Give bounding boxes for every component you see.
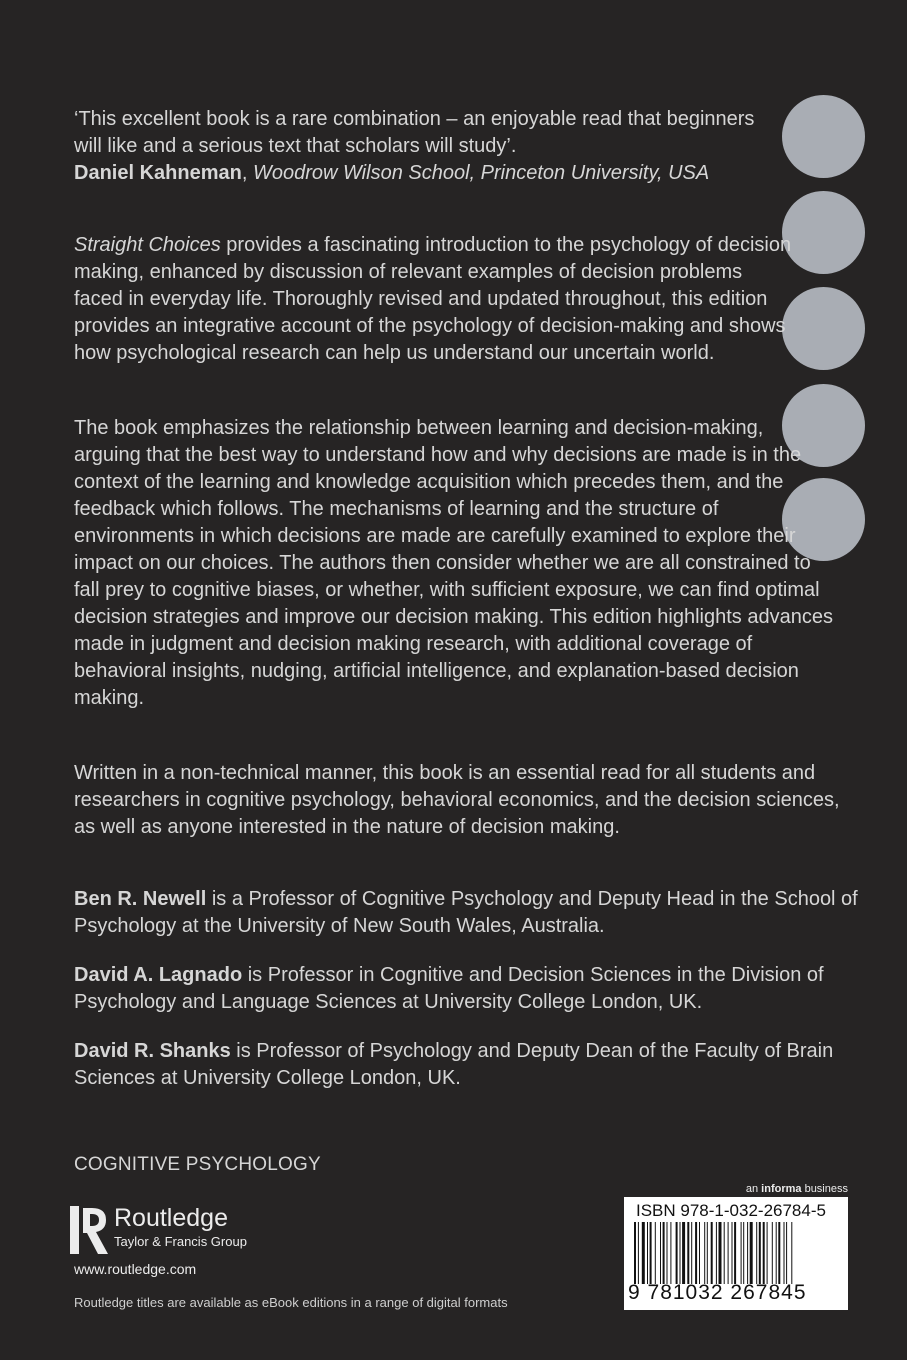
author-name: David R. Shanks	[74, 1040, 231, 1062]
description-text-1: provides a fascinating introduction to the psychology of decision making, enhanced by discussion of relevant examples of decision problems faced in everyday life. Thoroughly revised and updated throughout, this edition provides an integrative account of the psychology of decision-making and shows how psychological research can help us understand our uncertain world.	[74, 234, 792, 364]
ebook-note: Routledge titles are available as eBook editions in a range of digital formats	[74, 1295, 508, 1310]
publisher-website[interactable]: www.routledge.com	[74, 1261, 197, 1277]
quote-text: ‘This excellent book is a rare combination – an enjoyable read that beginners will like and a serious text that scholars will study’.	[74, 108, 755, 157]
author-name: Ben R. Newell	[74, 888, 207, 910]
author-bio-newell	[74, 886, 864, 940]
author-name: David A. Lagnado	[74, 964, 243, 986]
book-title: Straight Choices	[74, 234, 221, 256]
publisher-logo	[70, 1200, 270, 1260]
description-paragraph-1	[74, 232, 794, 367]
barcode-icon	[634, 1222, 838, 1284]
subject-category: COGNITIVE PSYCHOLOGY	[74, 1154, 321, 1175]
informa-prefix: an	[745, 1183, 762, 1195]
isbn-number: ISBN 978-1-032-26784-5	[636, 1201, 826, 1220]
author-bio-shanks	[74, 1038, 864, 1092]
author-bio-text: is Professor of Psychology and Deputy Dean of the Faculty of Brain Sciences at University College London, UK.	[74, 1040, 834, 1089]
decorative-circle-1	[782, 95, 865, 178]
description-paragraph-2: The book emphasizes the relationship between learning and decision-making, arguing that the best way to understand how and why decisions are made is in the context of the learning and knowledge acquisition which precedes them, and the feedback which follows. The mechanisms of learning and the structure of environments in which decisions are made are carefully examined to explore their impact on our choices. The authors then consider whether we are all constrained to fall prey to cognitive biases, or whether, with sufficient exposure, we can find optimal decision strategies and improve our decision making. This edition highlights advances made in judgment and decision making research, with additional coverage of behavioral insights, nudging, artificial intelligence, and explanation-based decision making.	[74, 417, 833, 709]
informa-business	[746, 1183, 848, 1195]
author-bio-lagnado	[74, 962, 864, 1016]
publisher-name: Routledge	[114, 1204, 228, 1232]
description-paragraph-3: Written in a non-technical manner, this book is an essential read for all students and researchers in cognitive psychology, behavioral economics, and the decision sciences, as well as anyone interested in the nature of decision making.	[74, 762, 840, 838]
informa-brand: informa	[761, 1183, 802, 1195]
quote-author: Daniel Kahneman	[74, 162, 242, 184]
routledge-r-icon	[70, 1204, 110, 1256]
informa-suffix: business	[801, 1183, 848, 1195]
barcode-box	[624, 1197, 848, 1310]
author-bio-text: is a Professor of Cognitive Psychology and Deputy Head in the School of Psychology at the University of New South Wales, Australia.	[74, 888, 858, 937]
endorsement-quote: ‘This excellent book is a rare combination – an enjoyable read that beginners will like and a serious text that scholars will study’. Daniel Kahneman, Woodrow Wilson School, Princeton University, USA	[74, 108, 755, 184]
decorative-circle-3	[782, 287, 865, 370]
decorative-circle-2	[782, 191, 865, 274]
publisher-group: Taylor & Francis Group	[114, 1234, 247, 1249]
quote-affiliation: Woodrow Wilson School, Princeton University, USA	[252, 162, 710, 184]
barcode-digits: 9 781032 267845	[628, 1281, 807, 1304]
author-bio-text: is Professor in Cognitive and Decision Sciences in the Division of Psychology and Language Sciences at University College London, UK.	[74, 964, 824, 1013]
